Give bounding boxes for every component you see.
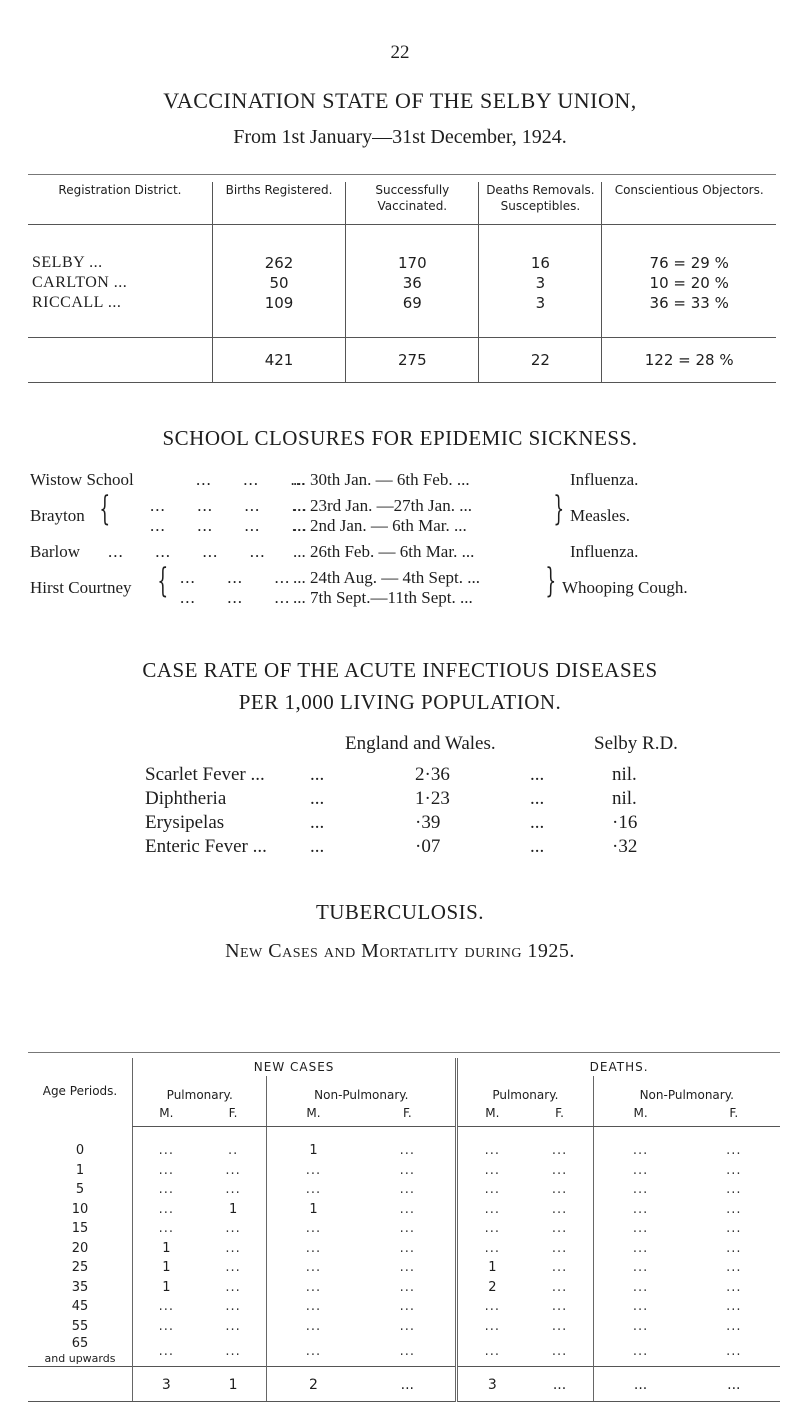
section-heading-tuberculosis: TUBERCULOSIS. [315,900,485,924]
tb-cell: ... [593,1180,688,1200]
tb-cell: ... [399,1221,416,1237]
rate-england: 1·23 [415,788,450,809]
leader-dots: ... ... ... [180,568,291,587]
closure-row [30,516,790,538]
tb-cell: ... [133,1297,200,1317]
cell-district: RICCALL ... [32,294,122,311]
closure-dates: ... 2nd Jan. — 6th Mar. ... [293,516,467,535]
tb-cell: ... [457,1127,527,1161]
closure-dates: ... 26th Feb. — 6th Mar. ... [293,542,475,561]
tb-cell: 2 [457,1278,527,1298]
age-period [28,1219,133,1239]
total-row [28,338,776,383]
cell-total-deaths: 22 [479,338,602,383]
tb-cell: 1 [457,1258,527,1278]
tb-cell: ... [399,1201,416,1217]
total-row [28,1367,780,1402]
leader-dots: ... ... ... ... [150,516,308,535]
tb-cell: ... [225,1260,241,1276]
tb-cell: ... [133,1180,200,1200]
leader-dots: ... ... ... ... [150,496,308,515]
age-period [28,1317,133,1337]
tb-cell: ... [399,1279,416,1295]
tb-cell: ... [267,1180,360,1200]
tb-cell: 1 [267,1127,360,1161]
leader-dots: ... [310,812,325,833]
age-period [28,1200,133,1220]
cell-vaccinated: 69 [346,293,479,338]
tb-cell: ... [726,1182,742,1198]
disease-name: Scarlet Fever ... [145,764,265,785]
tb-cell: ... [551,1240,568,1256]
tb-cell: ... [267,1239,360,1259]
page-title: VACCINATION STATE OF THE SELBY UNION, [163,88,637,113]
cell-objectors: 76 = 29 % [602,225,776,274]
header-f: F. [527,1104,594,1127]
age-value: 35 [71,1279,89,1295]
tb-cell: ... [267,1278,360,1298]
age-period [28,1180,133,1200]
age-period [28,1258,133,1278]
tb-cell: ... [726,1201,742,1217]
closure-row [30,496,790,525]
cell-births: 109 [212,293,345,338]
tb-cell: ... [726,1143,742,1159]
tb-cell: ... [225,1318,241,1334]
tb-total-cell: ... [593,1367,688,1402]
tb-total-cell: ... [527,1367,594,1402]
tb-cell: ... [726,1343,742,1359]
header-new-non-pulmonary: Non-Pulmonary. [267,1076,457,1104]
tb-total-cell: 3 [457,1367,527,1402]
closure-row [30,588,790,610]
table-row [28,225,776,274]
tb-cell: ... [225,1299,241,1315]
table-row [28,1127,780,1161]
cell-births: 50 [212,273,345,293]
leader-dots: ... [310,764,325,785]
page-number: 22 [390,42,410,63]
header-vaccinated: Successfully Vaccinated. [346,182,479,225]
tb-cell: ... [457,1200,527,1220]
tb-cell: ... [267,1258,360,1278]
closure-school: Barlow [30,542,81,561]
tb-cell: ... [133,1127,200,1161]
tb-cell: ... [726,1260,742,1276]
vaccination-table [28,182,776,383]
closure-disease: Influenza. [570,542,639,561]
left-brace-icon: { [157,561,169,601]
table-row [28,273,776,293]
cell-vaccinated: 36 [346,273,479,293]
tb-cell: ... [593,1219,688,1239]
cell-district: SELBY ... [32,254,103,271]
case-rate-row [145,836,785,860]
tb-cell: ... [551,1343,568,1359]
tb-cell: ... [457,1297,527,1317]
age-period [28,1239,133,1259]
rate-england: 2·36 [415,764,450,785]
table-row [28,1336,780,1367]
closure-dates: ... 7th Sept.—11th Sept. ... [293,588,473,607]
tb-cell: ... [726,1221,742,1237]
cell-total-vaccinated: 275 [346,338,479,383]
closure-school: Wistow School [30,470,134,489]
tb-subheading: New Cases and Mortatlity during 1925. [225,940,575,962]
age-period [28,1127,133,1161]
total-label [28,1367,133,1402]
section-heading-case-rate: CASE RATE OF THE ACUTE INFECTIOUS DISEASES [142,658,658,682]
header-district: Registration District. [28,182,212,225]
closure-row [30,568,790,597]
closure-school: Hirst Courtney [30,578,132,597]
rate-england: ·39 [415,812,441,833]
age-period [28,1278,133,1298]
header-deaths-pulmonary: Pulmonary. [457,1076,593,1104]
cell-deaths: 16 [479,225,602,274]
tb-cell: ... [457,1317,527,1337]
closure-disease: Whooping Cough. [562,578,688,597]
cell-deaths: 3 [479,293,602,338]
page-subtitle: From 1st January—31st December, 1924. [233,126,567,148]
age-value: 1 [75,1162,85,1178]
leader-dots: ... [310,788,325,809]
age-value: 20 [71,1240,89,1256]
tb-cell: ... [225,1240,241,1256]
header-new-pulmonary: Pulmonary. [133,1076,267,1104]
leader-dots: ... ... ... [180,588,291,607]
tb-cell: ... [267,1161,360,1181]
col-selby-rd: Selby R.D. [594,733,678,754]
header-deaths: DEATHS. [457,1058,780,1076]
age-period [28,1336,133,1367]
tb-total-cell: ... [359,1367,456,1402]
tb-cell: ... [551,1299,568,1315]
tb-cell: ... [551,1143,568,1159]
tb-cell: ... [726,1162,742,1178]
closure-disease: Measles. [570,506,630,525]
tb-top-rule [28,1052,780,1053]
header-deaths-non-pulmonary: Non-Pulmonary. [593,1076,780,1104]
tb-cell: ... [551,1182,568,1198]
tb-cell: ... [267,1219,360,1239]
table-top-rule [28,174,776,175]
closure-dates: ... 24th Aug. — 4th Sept. ... [293,568,481,587]
section-heading-school-closures: SCHOOL CLOSURES FOR EPIDEMIC SICKNESS. [162,426,638,450]
table-row [28,293,776,338]
leader-dots: ... [310,836,325,857]
tb-cell: ... [267,1336,360,1367]
cell-district: CARLTON ... [32,274,128,291]
table-row [28,1239,780,1259]
table-row [28,1278,780,1298]
tb-cell: ... [225,1182,241,1198]
table-row [28,1297,780,1317]
tb-cell: ... [726,1279,742,1295]
case-rate-row [145,788,785,812]
header-age-periods: Age Periods. [42,1084,118,1098]
tb-total-cell: 2 [267,1367,360,1402]
tb-cell: ... [457,1239,527,1259]
age-value: 65 [71,1336,89,1351]
tb-cell: ... [399,1299,416,1315]
tb-cell: ... [593,1239,688,1259]
tb-total-cell: 3 [133,1367,200,1402]
tb-cell: ... [225,1343,241,1359]
tb-cell: ... [267,1317,360,1337]
tb-cell: ... [726,1318,742,1334]
table-row [28,1200,780,1220]
tb-cell: ... [133,1161,200,1181]
cell-births: 262 [212,225,345,274]
closure-dates: ... 23rd Jan. —27th Jan. ... [293,496,472,515]
section-heading-case-rate-2: PER 1,000 LIVING POPULATION. [238,690,562,714]
age-period [28,1297,133,1317]
tb-cell: ... [551,1318,568,1334]
age-value: 10 [71,1201,89,1217]
cell-objectors: 10 = 20 % [602,273,776,293]
tb-cell: ... [457,1219,527,1239]
header-births: Births Registered. [212,182,345,225]
tb-cell: ... [225,1279,241,1295]
right-brace-icon: } [545,561,557,601]
header-m: M. [133,1104,200,1127]
rate-selby: nil. [612,788,637,809]
leader-dots: ... [530,788,545,809]
tb-cell: 1 [133,1258,200,1278]
leader-dots: ... [530,836,545,857]
cell-deaths: 3 [479,273,602,293]
tb-cell: 1 [228,1201,238,1217]
table-row [28,1258,780,1278]
tb-cell: ... [726,1299,742,1315]
tb-cell: ... [457,1336,527,1367]
tb-cell: ... [593,1127,688,1161]
tb-cell: ... [593,1317,688,1337]
age-suffix: and upwards [44,1352,116,1365]
closure-dates: ... 30th Jan. — 6th Feb. ... [293,470,470,489]
tb-cell: ... [593,1336,688,1367]
tb-cell: ... [593,1161,688,1181]
header-deaths: Deaths Removals. Susceptibles. [479,182,602,225]
tb-cell: ... [133,1200,200,1220]
header-m: M. [457,1104,527,1127]
leader-dots: ... [530,764,545,785]
tb-total-cell: ... [688,1367,780,1402]
tb-cell: 1 [133,1239,200,1259]
tb-cell: .. [227,1143,239,1159]
age-value: 0 [75,1143,85,1158]
cell-vaccinated: 170 [346,225,479,274]
leader-dots: ... [530,812,545,833]
case-rate-row [145,764,785,788]
age-value: 15 [71,1221,89,1237]
tb-cell: ... [267,1297,360,1317]
tb-cell: ... [551,1260,568,1276]
tb-total-cell: 1 [200,1367,267,1402]
table-row [28,1317,780,1337]
tb-cell: ... [399,1240,416,1256]
header-new-cases: NEW CASES [133,1058,457,1076]
tb-cell: ... [593,1258,688,1278]
tb-cell: ... [399,1260,416,1276]
age-value: 55 [71,1318,89,1334]
case-rate-row [145,812,785,836]
rate-selby: ·16 [612,812,638,833]
tb-cell: ... [399,1343,416,1359]
closure-disease: Influenza. [570,470,639,489]
tb-cell: ... [593,1200,688,1220]
rate-selby: ·32 [612,836,638,857]
disease-name: Diphtheria [145,788,227,809]
rate-england: ·07 [415,836,441,857]
cell-total-objectors: 122 = 28 % [602,338,776,383]
tb-table [28,1058,780,1402]
tb-cell: ... [133,1336,200,1367]
tb-cell: ... [551,1162,568,1178]
leader-dots: ... ... ... [196,470,307,489]
header-f: F. [359,1104,456,1127]
age-value: 5 [75,1182,85,1198]
tb-cell: ... [593,1278,688,1298]
tb-cell: ... [457,1161,527,1181]
table-row [28,1219,780,1239]
cell-total-births: 421 [212,338,345,383]
header-m: M. [593,1104,688,1127]
header-objectors: Conscientious Objectors. [602,182,776,225]
tb-cell: ... [399,1162,416,1178]
table-row [28,1180,780,1200]
right-brace-icon: } [553,489,565,529]
tb-cell: ... [457,1180,527,1200]
rate-selby: nil. [612,764,637,785]
table-row [28,1161,780,1181]
left-brace-icon: { [99,489,111,529]
closure-row [30,470,790,492]
tb-cell: ... [551,1221,568,1237]
tb-cell: ... [225,1162,241,1178]
tb-cell: ... [399,1318,416,1334]
tb-cell: ... [726,1240,742,1256]
age-value: 25 [71,1260,89,1276]
tb-cell: ... [551,1279,568,1295]
col-england-wales: England and Wales. [345,733,496,754]
header-m: M. [267,1104,360,1127]
disease-name: Erysipelas [145,812,225,833]
tb-cell: ... [551,1201,568,1217]
cell-total-label [28,338,212,383]
tb-cell: 1 [133,1278,200,1298]
disease-name: Enteric Fever ... [145,836,267,857]
header-f: F. [688,1104,780,1127]
closure-school: Brayton [30,506,85,525]
tb-cell: ... [593,1297,688,1317]
tb-cell: ... [133,1317,200,1337]
age-value: 45 [71,1299,89,1315]
age-period [28,1161,133,1181]
header-f: F. [200,1104,267,1127]
tb-cell: ... [133,1219,200,1239]
tb-cell: ... [399,1143,416,1159]
cell-objectors: 36 = 33 % [602,293,776,338]
leader-dots: ... ... ... ... [108,542,266,561]
tb-cell: 1 [267,1200,360,1220]
tb-cell: ... [399,1182,416,1198]
tb-cell: ... [225,1221,241,1237]
